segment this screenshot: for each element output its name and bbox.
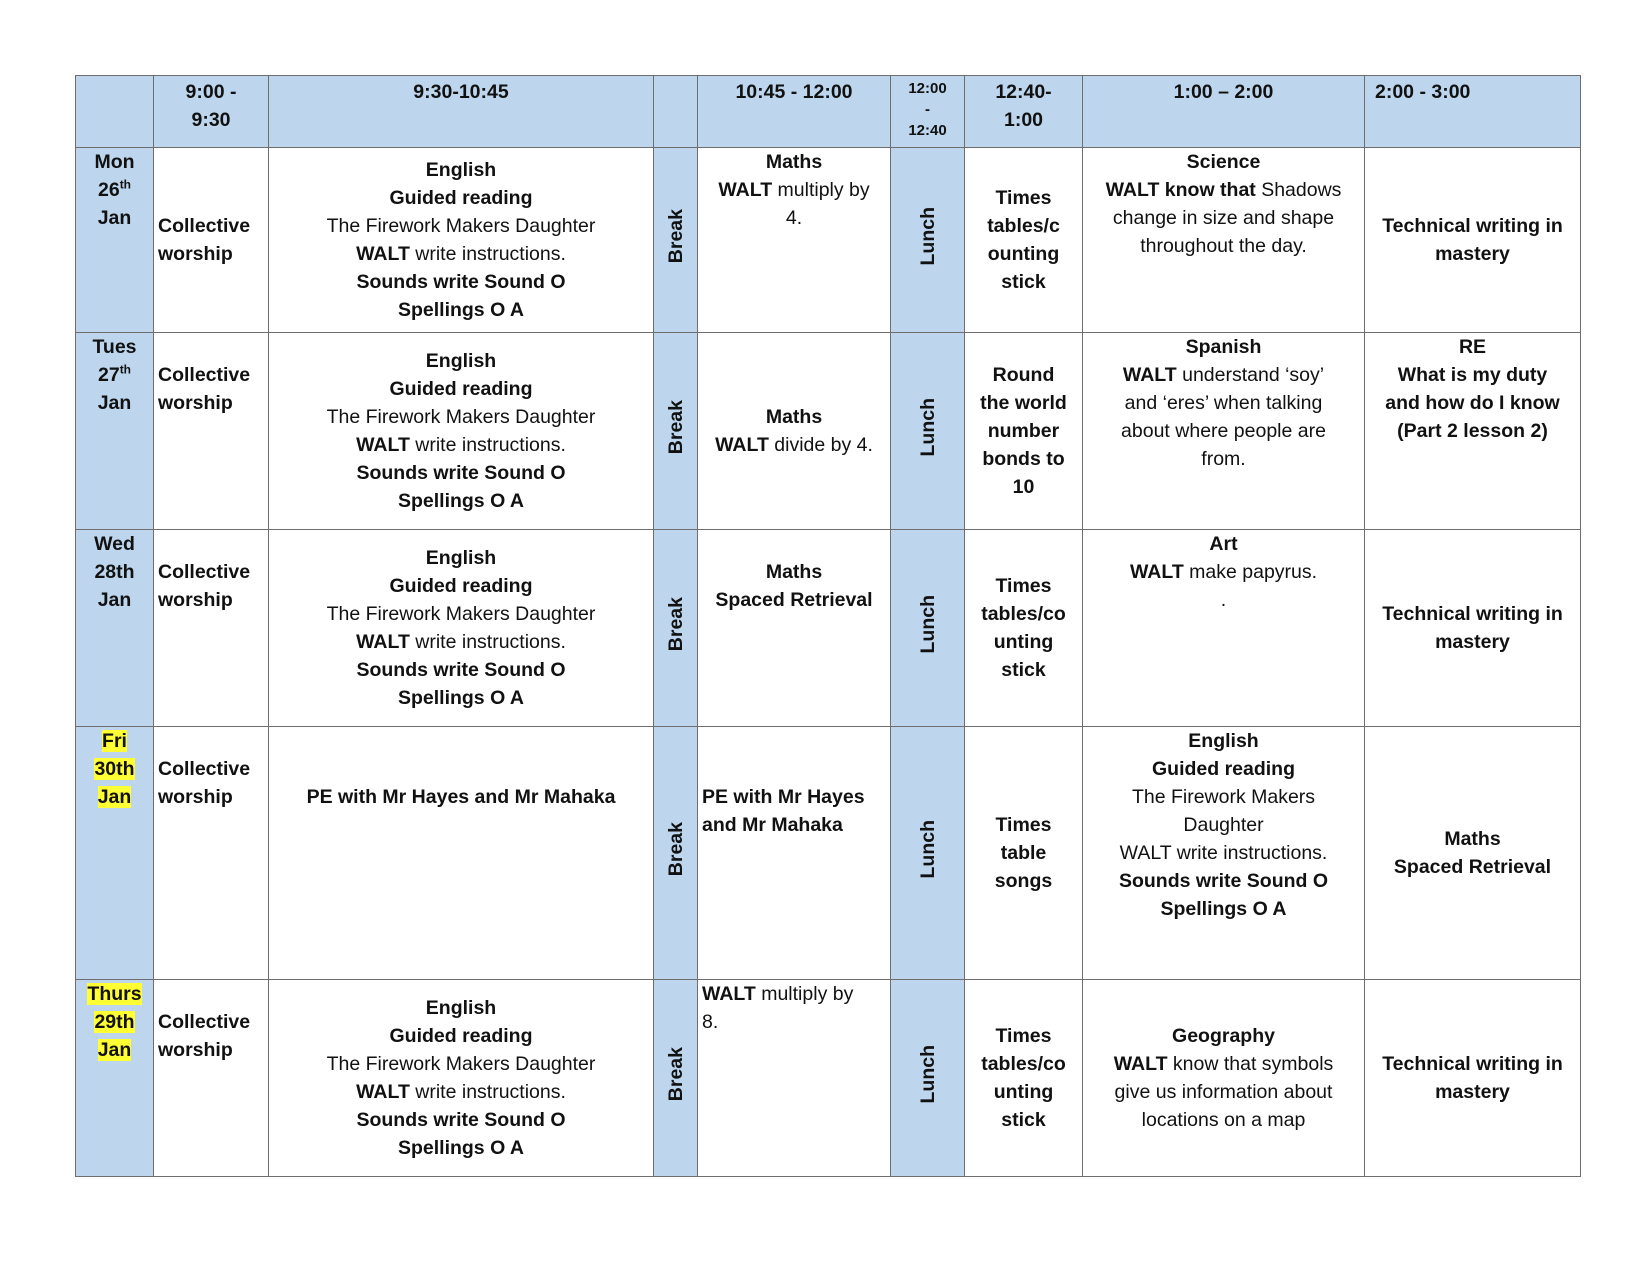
header-time-3 — [654, 76, 698, 148]
lunch-cell: Lunch — [891, 727, 965, 980]
header-time-8: 2:00 - 3:00 — [1365, 76, 1581, 148]
day-cell-thursday: Thurs 29th Jan — [76, 980, 154, 1177]
pe-cell: PE with Mr Hayes and Mr Mahaka — [269, 727, 654, 980]
lunch-cell: Lunch — [891, 148, 965, 333]
lunch-cell: Lunch — [891, 530, 965, 727]
break-cell: Break — [654, 727, 698, 980]
break-cell: Break — [654, 148, 698, 333]
english-cell: English Guided reading The Firework Makers Daughter WALT write instructions. Sounds write Sound O Spellings O A — [269, 980, 654, 1177]
english-cell: English Guided reading The Firework Makers Daughter WALT write instructions. Sounds write Sound O Spellings O A — [269, 530, 654, 727]
collective-worship-cell: Collective worship — [154, 980, 269, 1177]
collective-worship-cell: Collective worship — [154, 727, 269, 980]
collective-worship-cell: Collective worship — [154, 333, 269, 530]
pe-cell-2: PE with Mr Hayes and Mr Mahaka — [698, 727, 891, 980]
header-time-2: 9:30-10:45 — [269, 76, 654, 148]
english-cell: English Guided reading The Firework Makers Daughter WALT write instructions. Sounds write Sound O Spellings O A — [269, 148, 654, 333]
collective-worship-cell: Collective worship — [154, 530, 269, 727]
row-monday — [76, 148, 1581, 333]
header-blank — [76, 76, 154, 148]
header-time-7: 1:00 – 2:00 — [1083, 76, 1365, 148]
break-cell: Break — [654, 980, 698, 1177]
header-time-1: 9:00 - 9:30 — [154, 76, 269, 148]
lunch-cell: Lunch — [891, 333, 965, 530]
header-time-6: 12:40- 1:00 — [965, 76, 1083, 148]
afternoon-lesson-cell: Geography WALT know that symbols give us information about locations on a map — [1083, 980, 1365, 1177]
last-lesson-cell: RE What is my duty and how do I know (Part 2 lesson 2) — [1365, 333, 1581, 530]
afternoon-lesson-cell: Science WALT know that Shadows change in size and shape throughout the day. — [1083, 148, 1365, 333]
midday-activity-cell: Times table songs — [965, 727, 1083, 980]
row-tuesday — [76, 333, 1581, 530]
break-cell: Break — [654, 530, 698, 727]
last-lesson-cell: Maths Spaced Retrieval — [1365, 727, 1581, 980]
day-cell-wednesday: Wed 28th Jan — [76, 530, 154, 727]
afternoon-lesson-cell: Art WALT make papyrus. . — [1083, 530, 1365, 727]
afternoon-lesson-cell: English Guided reading The Firework Makers Daughter WALT write instructions. Sounds write Sound O Spellings O A — [1083, 727, 1365, 980]
midday-activity-cell: Times tables/co unting stick — [965, 530, 1083, 727]
last-lesson-cell: Technical writing in mastery — [1365, 530, 1581, 727]
header-time-5: 12:00 - 12:40 — [891, 76, 965, 148]
maths-cell: Maths WALT multiply by 4. — [698, 148, 891, 333]
midday-activity-cell: Round the world number bonds to 10 — [965, 333, 1083, 530]
break-cell: Break — [654, 333, 698, 530]
lunch-cell: Lunch — [891, 980, 965, 1177]
row-wednesday — [76, 530, 1581, 727]
afternoon-lesson-cell: Spanish WALT understand ‘soy’ and ‘eres’ when talking about where people are from. — [1083, 333, 1365, 530]
row-thursday — [76, 980, 1581, 1177]
weekly-timetable — [75, 75, 1581, 1177]
header-row — [76, 76, 1581, 148]
midday-activity-cell: Times tables/co unting stick — [965, 980, 1083, 1177]
last-lesson-cell: Technical writing in mastery — [1365, 980, 1581, 1177]
midday-activity-cell: Times tables/c ounting stick — [965, 148, 1083, 333]
row-friday — [76, 727, 1581, 980]
english-cell: English Guided reading The Firework Makers Daughter WALT write instructions. Sounds write Sound O Spellings O A — [269, 333, 654, 530]
collective-worship-cell: Collective worship — [154, 148, 269, 333]
day-cell-monday: Mon 26th Jan — [76, 148, 154, 333]
header-time-4: 10:45 - 12:00 — [698, 76, 891, 148]
day-cell-tuesday: Tues 27th Jan — [76, 333, 154, 530]
maths-cell: WALT multiply by 8. — [698, 980, 891, 1177]
maths-cell: Maths WALT divide by 4. — [698, 333, 891, 530]
last-lesson-cell: Technical writing in mastery — [1365, 148, 1581, 333]
maths-cell: Maths Spaced Retrieval — [698, 530, 891, 727]
day-cell-friday: Fri 30th Jan — [76, 727, 154, 980]
